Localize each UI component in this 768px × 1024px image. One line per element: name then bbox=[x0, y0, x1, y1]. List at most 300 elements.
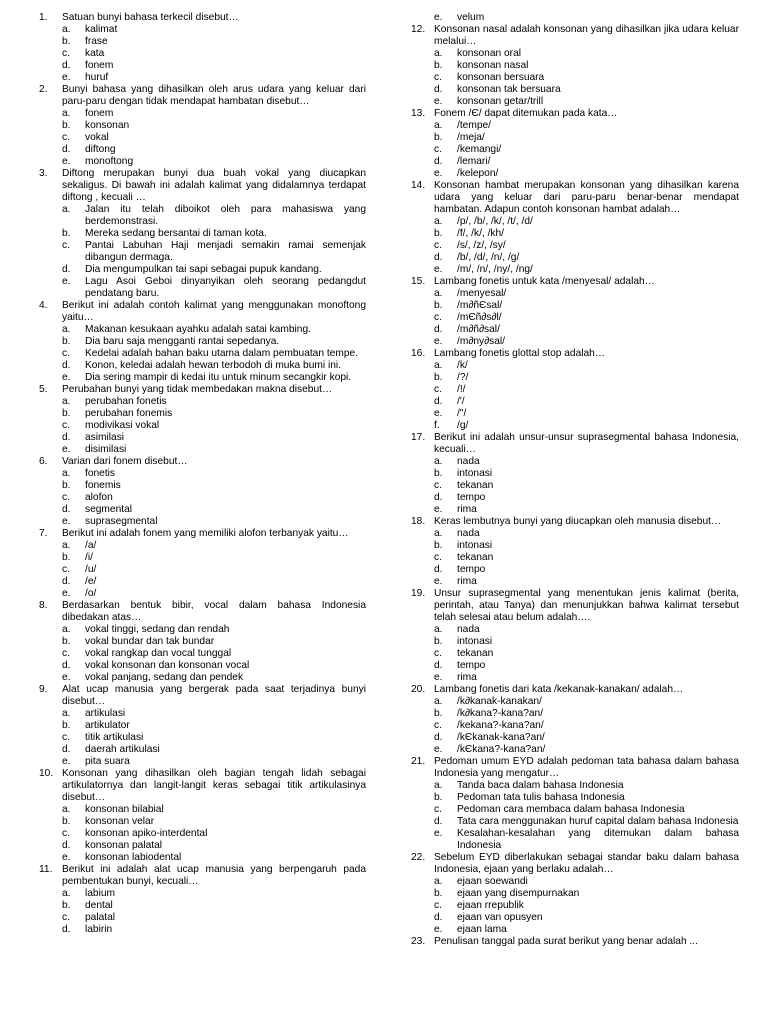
answer-option bbox=[62, 228, 366, 240]
option-letter: e. bbox=[434, 672, 443, 683]
option-letter: c. bbox=[434, 900, 442, 911]
answer-options bbox=[62, 888, 366, 936]
answer-option bbox=[62, 120, 366, 132]
option-letter: d. bbox=[434, 492, 443, 503]
answer-option bbox=[434, 360, 739, 372]
option-letter: d. bbox=[434, 84, 443, 95]
answer-option bbox=[62, 156, 366, 168]
answer-options bbox=[434, 696, 739, 756]
option-text: labirin bbox=[85, 924, 113, 935]
option-letter: e. bbox=[434, 576, 443, 587]
option-letter: b. bbox=[62, 720, 71, 731]
option-letter: a. bbox=[62, 468, 71, 479]
option-text: Mereka sedang bersantai di taman kota. bbox=[85, 228, 267, 239]
answer-option bbox=[434, 456, 739, 468]
answer-option bbox=[62, 24, 366, 36]
answer-option bbox=[434, 228, 739, 240]
answer-option bbox=[62, 576, 366, 588]
option-text: tempo bbox=[457, 564, 486, 575]
option-text: Kesalahan-kesalahan yang ditemukan dalam bahasa Indonesia bbox=[457, 828, 739, 851]
answer-options bbox=[62, 24, 366, 84]
answer-option bbox=[434, 576, 739, 588]
question bbox=[39, 168, 366, 204]
question-text: Alat ucap manusia yang bergerak pada saat terjadinya bunyi disebut… bbox=[62, 684, 366, 707]
option-text: palatal bbox=[85, 912, 116, 923]
answer-option bbox=[434, 288, 739, 300]
option-text: /p/, /b/, /k/, /t/, /d/ bbox=[457, 216, 533, 227]
answer-options bbox=[62, 540, 366, 600]
option-letter: d. bbox=[62, 432, 71, 443]
question-block bbox=[39, 12, 366, 84]
option-letter: b. bbox=[62, 120, 71, 131]
question-block bbox=[39, 300, 366, 384]
question bbox=[411, 24, 739, 48]
option-letter: e. bbox=[434, 744, 443, 755]
question-text: Diftong merupakan bunyi dua buah vokal yang diucapkan sekaligus. Di bawah ini adalah kalimat yang didalamnya terdapat diftong , kecuali … bbox=[62, 168, 366, 203]
answer-option bbox=[434, 324, 739, 336]
left-column bbox=[39, 12, 366, 936]
option-letter: c. bbox=[62, 420, 70, 431]
question bbox=[411, 276, 739, 288]
answer-options bbox=[62, 204, 366, 300]
answer-option bbox=[62, 36, 366, 48]
option-text: /kelepon/ bbox=[457, 168, 499, 179]
option-text: konsonan apiko-interdental bbox=[85, 828, 208, 839]
question-block bbox=[411, 756, 739, 852]
question-block bbox=[411, 516, 739, 588]
option-letter: a. bbox=[434, 696, 443, 707]
question-number: 23. bbox=[411, 936, 426, 947]
option-text: perubahan fonemis bbox=[85, 408, 173, 419]
option-letter: e. bbox=[62, 672, 71, 683]
answer-option bbox=[62, 144, 366, 156]
answer-options bbox=[434, 120, 739, 180]
question-text: Berikut ini adalah unsur-unsur suprasegmental bahasa Indonesia, kecuali… bbox=[434, 432, 739, 455]
answer-options bbox=[434, 360, 739, 432]
option-text: Konon, keledai adalah hewan terbodoh di muka bumi ini. bbox=[85, 360, 341, 371]
option-letter: b. bbox=[62, 552, 71, 563]
option-letter: d. bbox=[62, 744, 71, 755]
question-number: 19. bbox=[411, 588, 426, 599]
option-letter: a. bbox=[62, 324, 71, 335]
option-letter: e. bbox=[62, 156, 71, 167]
option-text: /menyesal/ bbox=[457, 288, 507, 299]
option-text: konsonan velar bbox=[85, 816, 155, 827]
answer-option bbox=[62, 816, 366, 828]
answer-option bbox=[62, 420, 366, 432]
answer-option bbox=[434, 900, 739, 912]
question-text: Berikut ini adalah alat ucap manusia yang berpengaruh pada pembentukan bunyi, kecuali… bbox=[62, 864, 366, 887]
answer-options bbox=[62, 624, 366, 684]
option-text: Pedoman tata tulis bahasa Indonesia bbox=[457, 792, 625, 803]
question-block bbox=[411, 684, 739, 756]
option-letter: d. bbox=[434, 396, 443, 407]
option-text: /m∂ñЄsal/ bbox=[457, 300, 503, 311]
option-letter: e. bbox=[434, 12, 443, 23]
question-text: Keras lembutnya bunyi yang diucapkan oleh manusia disebut… bbox=[434, 516, 722, 527]
option-text: Makanan kesukaan ayahku adalah satai kambing. bbox=[85, 324, 311, 335]
answer-option bbox=[62, 732, 366, 744]
option-letter: c. bbox=[62, 648, 70, 659]
answer-option bbox=[434, 744, 739, 756]
option-text: nada bbox=[457, 456, 480, 467]
option-letter: c. bbox=[62, 48, 70, 59]
option-text: asimilasi bbox=[85, 432, 125, 443]
option-text: ejaan soewandi bbox=[457, 876, 528, 887]
option-letter: e. bbox=[62, 444, 71, 455]
answer-option bbox=[62, 468, 366, 480]
option-text: titik artikulasi bbox=[85, 732, 144, 743]
answer-option bbox=[434, 780, 739, 792]
answer-option bbox=[62, 660, 366, 672]
option-letter: e. bbox=[434, 264, 443, 275]
question bbox=[411, 432, 739, 456]
option-text: Jalan itu telah diboikot oleh para mahasiswa yang berdemonstrasi. bbox=[85, 204, 366, 227]
option-text: perubahan fonetis bbox=[85, 396, 167, 407]
answer-option bbox=[62, 648, 366, 660]
option-text: tempo bbox=[457, 660, 486, 671]
question-block bbox=[411, 936, 739, 948]
answer-option bbox=[62, 348, 366, 360]
answer-option bbox=[62, 636, 366, 648]
option-text: fonetis bbox=[85, 468, 116, 479]
answer-option bbox=[434, 144, 739, 156]
question-block bbox=[411, 852, 739, 936]
option-letter: b. bbox=[62, 408, 71, 419]
answer-option bbox=[434, 732, 739, 744]
question-block bbox=[411, 432, 739, 516]
option-text: alofon bbox=[85, 492, 113, 503]
question bbox=[411, 180, 739, 216]
option-letter: d. bbox=[62, 144, 71, 155]
question bbox=[39, 768, 366, 804]
option-letter: c. bbox=[434, 648, 442, 659]
answer-options bbox=[434, 288, 739, 348]
option-text: kata bbox=[85, 48, 105, 59]
option-letter: c. bbox=[62, 492, 70, 503]
answer-option bbox=[62, 924, 366, 936]
answer-option bbox=[62, 588, 366, 600]
option-text: dental bbox=[85, 900, 113, 911]
question-block bbox=[39, 84, 366, 168]
answer-options bbox=[434, 12, 739, 24]
option-letter: e. bbox=[62, 276, 71, 287]
question bbox=[39, 456, 366, 468]
option-text: diftong bbox=[85, 144, 116, 155]
option-letter: a. bbox=[434, 456, 443, 467]
answer-option bbox=[434, 876, 739, 888]
option-letter: c. bbox=[62, 828, 70, 839]
answer-option bbox=[434, 708, 739, 720]
question-text: Bunyi bahasa yang dihasilkan oleh arus udara yang keluar dari paru-paru dengan tidak mendapat hambatan disebut… bbox=[62, 84, 366, 107]
option-text: pita suara bbox=[85, 756, 130, 767]
answer-option bbox=[434, 396, 739, 408]
option-letter: d. bbox=[62, 924, 71, 935]
option-letter: b. bbox=[434, 636, 443, 647]
question-number: 9. bbox=[39, 684, 48, 695]
question-text: Berikut ini adalah fonem yang memiliki alofon terbanyak yaitu… bbox=[62, 528, 349, 539]
answer-option bbox=[62, 828, 366, 840]
question-block bbox=[39, 864, 366, 936]
question-block bbox=[411, 588, 739, 684]
option-text: /mЄñ∂s∂l/ bbox=[457, 312, 502, 323]
option-text: intonasi bbox=[457, 540, 493, 551]
question-number: 3. bbox=[39, 168, 48, 179]
answer-option bbox=[434, 216, 739, 228]
answer-option bbox=[434, 492, 739, 504]
answer-option bbox=[62, 912, 366, 924]
option-text: rima bbox=[457, 576, 477, 587]
answer-option bbox=[434, 552, 739, 564]
answer-option bbox=[62, 372, 366, 384]
question bbox=[411, 348, 739, 360]
option-text: /k∂kana?-kana?an/ bbox=[457, 708, 544, 719]
option-letter: c. bbox=[434, 384, 442, 395]
answer-option bbox=[62, 516, 366, 528]
answer-option bbox=[434, 72, 739, 84]
option-text: /kЄkana?-kana?an/ bbox=[457, 744, 546, 755]
answer-option bbox=[62, 396, 366, 408]
answer-options bbox=[434, 780, 739, 852]
option-text: konsonan bersuara bbox=[457, 72, 545, 83]
question-number: 17. bbox=[411, 432, 426, 443]
option-letter: a. bbox=[434, 120, 443, 131]
option-text: konsonan bbox=[85, 120, 130, 131]
answer-option bbox=[62, 840, 366, 852]
question-number: 14. bbox=[411, 180, 426, 191]
right-column bbox=[411, 12, 739, 948]
option-text: /a/ bbox=[85, 540, 97, 551]
option-text: /kemangi/ bbox=[457, 144, 502, 155]
option-text: /kЄkanak-kana?an/ bbox=[457, 732, 545, 743]
answer-option bbox=[434, 336, 739, 348]
option-letter: d. bbox=[434, 564, 443, 575]
option-text: /'/ bbox=[457, 396, 465, 407]
option-letter: b. bbox=[62, 336, 71, 347]
option-letter: b. bbox=[62, 228, 71, 239]
option-text: Dia baru saja mengganti rantai sepedanya. bbox=[85, 336, 280, 347]
option-letter: d. bbox=[434, 660, 443, 671]
option-text: vokal panjang, sedang dan pendek bbox=[85, 672, 244, 683]
answer-option bbox=[62, 324, 366, 336]
answer-option bbox=[434, 912, 739, 924]
question-number: 1. bbox=[39, 12, 48, 23]
answer-options bbox=[434, 456, 739, 516]
option-text: /o/ bbox=[85, 588, 97, 599]
answer-option bbox=[62, 744, 366, 756]
option-letter: d. bbox=[434, 912, 443, 923]
option-letter: b. bbox=[434, 300, 443, 311]
option-text: /!/ bbox=[457, 384, 466, 395]
option-text: Tata cara menggunakan huruf capital dalam bahasa Indonesia bbox=[457, 816, 739, 827]
option-letter: b. bbox=[434, 372, 443, 383]
question-text: Sebelum EYD diberlakukan sebagai standar baku dalam bahasa Indonesia, ejaan yang berlaku adalah… bbox=[434, 852, 739, 875]
option-letter: b. bbox=[434, 540, 443, 551]
question bbox=[39, 864, 366, 888]
option-text: /meja/ bbox=[457, 132, 485, 143]
question-text: Lambang fonetis untuk kata /menyesal/ adalah… bbox=[434, 276, 655, 287]
answer-option bbox=[434, 420, 739, 432]
option-text: modivikasi vokal bbox=[85, 420, 160, 431]
option-text: ejaan lama bbox=[457, 924, 507, 935]
answer-option bbox=[434, 720, 739, 732]
answer-option bbox=[434, 300, 739, 312]
option-text: segmental bbox=[85, 504, 133, 515]
option-letter: e. bbox=[62, 516, 71, 527]
question-text: Pedoman umum EYD adalah pedoman tata bahasa dalam bahasa Indonesia yang mengatur… bbox=[434, 756, 739, 779]
answer-option bbox=[62, 72, 366, 84]
option-text: /f/, /k/, /kh/ bbox=[457, 228, 504, 239]
answer-option bbox=[62, 432, 366, 444]
answer-option bbox=[434, 792, 739, 804]
answer-option bbox=[434, 924, 739, 936]
option-letter: a. bbox=[62, 888, 71, 899]
answer-option bbox=[434, 636, 739, 648]
option-letter: d. bbox=[434, 156, 443, 167]
option-text: ejaan van opusyen bbox=[457, 912, 543, 923]
answer-option bbox=[62, 888, 366, 900]
option-text: konsonan oral bbox=[457, 48, 522, 59]
question-text: Konsonan yang dihasilkan oleh bagian tengah lidah sebagai artikulatornya dan langit-langit keras sebagai titik artikulasinya disebut… bbox=[62, 768, 366, 803]
answer-option bbox=[62, 444, 366, 456]
answer-option bbox=[434, 132, 739, 144]
option-letter: f. bbox=[434, 420, 440, 431]
option-text: /tempe/ bbox=[457, 120, 491, 131]
option-letter: a. bbox=[434, 624, 443, 635]
option-text: /m∂ny∂sal/ bbox=[457, 336, 505, 347]
question-number: 8. bbox=[39, 600, 48, 611]
option-text: huruf bbox=[85, 72, 109, 83]
question-number: 11. bbox=[39, 864, 53, 875]
option-letter: d. bbox=[62, 60, 71, 71]
question-block bbox=[39, 456, 366, 528]
option-letter: e. bbox=[434, 336, 443, 347]
option-letter: a. bbox=[62, 396, 71, 407]
option-text: /k∂kanak-kanakan/ bbox=[457, 696, 542, 707]
option-letter: c. bbox=[62, 132, 70, 143]
option-letter: c. bbox=[434, 480, 442, 491]
answer-option bbox=[434, 240, 739, 252]
option-text: vokal rangkap dan vocal tunggal bbox=[85, 648, 232, 659]
option-text: vokal bbox=[85, 132, 109, 143]
answer-option bbox=[62, 756, 366, 768]
answer-option bbox=[62, 480, 366, 492]
answer-options bbox=[62, 396, 366, 456]
answer-option bbox=[62, 48, 366, 60]
question-block bbox=[39, 600, 366, 684]
question bbox=[411, 516, 739, 528]
option-letter: a. bbox=[62, 204, 71, 215]
option-letter: a. bbox=[434, 876, 443, 887]
question-block bbox=[39, 768, 366, 864]
option-letter: d. bbox=[62, 660, 71, 671]
option-letter: c. bbox=[434, 720, 442, 731]
option-text: intonasi bbox=[457, 636, 493, 647]
answer-option bbox=[434, 60, 739, 72]
question-text: Perubahan bunyi yang tidak membedakan makna disebut… bbox=[62, 384, 333, 395]
question bbox=[39, 384, 366, 396]
option-letter: e. bbox=[434, 504, 443, 515]
answer-option bbox=[434, 888, 739, 900]
question-text: Unsur suprasegmental yang menentukan jenis kalimat (berita, perintah, atau Tanya) dan menunjukkan bahwa kalimat tersebut telah selesai atau belum adalah…. bbox=[434, 588, 739, 623]
question-number: 22. bbox=[411, 852, 426, 863]
answer-option bbox=[434, 84, 739, 96]
answer-option bbox=[434, 312, 739, 324]
question-number: 13. bbox=[411, 108, 426, 119]
option-text: konsonan getar/trill bbox=[457, 96, 544, 107]
option-letter: e. bbox=[62, 588, 71, 599]
answer-option bbox=[434, 648, 739, 660]
answer-options bbox=[434, 624, 739, 684]
question bbox=[39, 528, 366, 540]
option-letter: b. bbox=[62, 636, 71, 647]
answer-option bbox=[62, 204, 366, 228]
option-text: fonemis bbox=[85, 480, 121, 491]
answer-option bbox=[434, 660, 739, 672]
option-letter: c. bbox=[62, 732, 70, 743]
option-letter: c. bbox=[62, 348, 70, 359]
answer-option bbox=[434, 384, 739, 396]
question bbox=[411, 108, 739, 120]
answer-option bbox=[62, 852, 366, 864]
answer-option bbox=[434, 96, 739, 108]
answer-option bbox=[62, 264, 366, 276]
answer-option bbox=[62, 360, 366, 372]
answer-option bbox=[62, 492, 366, 504]
option-letter: a. bbox=[434, 528, 443, 539]
option-letter: d. bbox=[62, 264, 71, 275]
option-letter: e. bbox=[434, 168, 443, 179]
option-letter: d. bbox=[62, 840, 71, 851]
option-text: vokal tinggi, sedang dan rendah bbox=[85, 624, 230, 635]
option-letter: a. bbox=[62, 108, 71, 119]
question-block bbox=[411, 348, 739, 432]
question-block bbox=[411, 180, 739, 276]
option-letter: b. bbox=[434, 888, 443, 899]
answer-option bbox=[434, 540, 739, 552]
option-letter: c. bbox=[62, 564, 70, 575]
option-text: Pantai Labuhan Haji menjadi semakin ramai semenjak dibangun dermaga. bbox=[85, 240, 366, 263]
option-text: Dia mengumpulkan tai sapi sebagai pupuk kandang. bbox=[85, 264, 322, 275]
option-letter: c. bbox=[434, 552, 442, 563]
answer-option bbox=[62, 240, 366, 264]
option-text: /u/ bbox=[85, 564, 97, 575]
option-text: /kekana?-kana?an/ bbox=[457, 720, 544, 731]
option-text: Kedelai adalah bahan baku utama dalam pembuatan tempe. bbox=[85, 348, 358, 359]
option-letter: b. bbox=[434, 132, 443, 143]
option-text: konsonan nasal bbox=[457, 60, 529, 71]
option-text: labium bbox=[85, 888, 116, 899]
option-letter: e. bbox=[434, 924, 443, 935]
answer-option bbox=[62, 708, 366, 720]
option-text: tekanan bbox=[457, 480, 494, 491]
answer-option bbox=[434, 468, 739, 480]
option-text: konsonan bilabial bbox=[85, 804, 164, 815]
answer-option bbox=[434, 408, 739, 420]
answer-option bbox=[62, 552, 366, 564]
option-letter: d. bbox=[434, 252, 443, 263]
option-letter: e. bbox=[62, 852, 71, 863]
option-text: /b/, /d/, /n/, /g/ bbox=[457, 252, 520, 263]
answer-option bbox=[434, 12, 739, 24]
option-text: artikulasi bbox=[85, 708, 126, 719]
answer-option bbox=[62, 60, 366, 72]
option-letter: b. bbox=[434, 708, 443, 719]
option-text: vokal bundar dan tak bundar bbox=[85, 636, 215, 647]
answer-option bbox=[434, 804, 739, 816]
option-letter: d. bbox=[434, 732, 443, 743]
option-text: vokal konsonan dan konsonan vocal bbox=[85, 660, 250, 671]
